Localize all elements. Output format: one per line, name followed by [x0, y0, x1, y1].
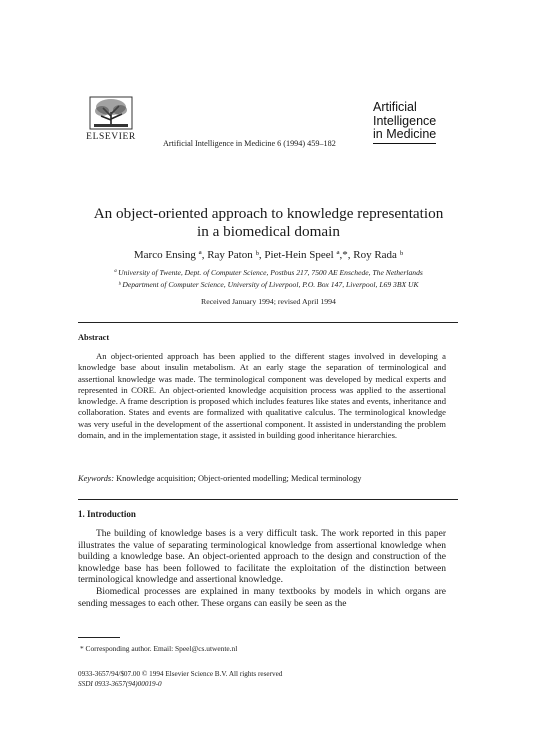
- copyright-block: [78, 669, 282, 689]
- intro-paragraph: Biomedical processes are explained in many textbooks by models in which organs are sending messages to each other. These organs can easily be seen as the: [78, 586, 446, 609]
- copyright-line: 0933-3657/94/$07.00 © 1994 Elsevier Science B.V. All rights reserved: [78, 670, 283, 678]
- keywords: [78, 474, 458, 483]
- abstract-heading: Abstract: [78, 333, 110, 342]
- article-title: [60, 205, 477, 240]
- footnote-rule: [78, 637, 120, 638]
- journal-brand: [373, 101, 436, 144]
- intro-body: [78, 529, 446, 610]
- abstract-text: An object-oriented approach has been applied to the different stages involved in developing a knowledge base about insulin metabolism. At an early stage the separation of terminological and assertional knowledge was made. The terminological component was developed by medical experts and represented in CORE. An object-oriented knowledge acquisition process was applied to the assertional knowledge. A frame description is proposed which includes features like states and events, inheritance and collaboration. States and events are formalized with qualitative calculus. The terminological knowledge was very useful in the development of the assertional component. It assisted in understanding the problem domain, and in the implementation stage, it assisted in building good inheritance hierarchies.: [78, 351, 446, 441]
- brand-line: Artificial: [373, 100, 417, 114]
- footnote: * Corresponding author. Email: Speel@cs.utwente.nl: [80, 644, 238, 653]
- affiliation-a: ª University of Twente, Dept. of Computer Science, Postbus 217, 7500 AE Enschede, The Netherlands: [114, 268, 423, 277]
- intro-paragraph: The building of knowledge bases is a very difficult task. The work reported in this paper illustrates the value of separating terminological knowledge from assertional knowledge when building a knowledge base. An object-oriented approach to the design and construction of the knowledge base has been followed to facilitate the exploitation of the distinction between terminological knowledge and assertional knowledge.: [78, 529, 446, 586]
- elsevier-tree-icon: [89, 96, 133, 130]
- keywords-label: Keywords:: [78, 474, 114, 483]
- divider: [78, 322, 458, 323]
- title-line: An object-oriented approach to knowledge representation: [93, 205, 444, 222]
- brand-line: in Medicine: [373, 128, 436, 144]
- elsevier-logo: [78, 96, 144, 142]
- keywords-text: Knowledge acquisition; Object-oriented modelling; Medical terminology: [116, 474, 362, 483]
- section-heading: 1. Introduction: [78, 509, 136, 519]
- title-line: in a biomedical domain: [197, 222, 340, 240]
- journal-citation: Artificial Intelligence in Medicine 6 (1994) 459–182: [163, 139, 336, 148]
- publisher-name: ELSEVIER: [86, 132, 136, 142]
- divider: [78, 499, 458, 500]
- affiliation-b: ᵇ Department of Computer Science, University of Liverpool, P.O. Box 147, Liverpool, L69 3BX UK: [118, 280, 419, 289]
- authors: Marco Ensing ª, Ray Paton ᵇ, Piet-Hein Speel ª,*, Roy Rada ᵇ: [133, 249, 404, 261]
- ssdi-line: SSDI 0933-3657(94)00019-0: [78, 680, 162, 688]
- abstract-body: [78, 351, 446, 441]
- received-date: Received January 1994; revised April 1994: [201, 297, 336, 306]
- brand-line: Intelligence: [373, 113, 437, 128]
